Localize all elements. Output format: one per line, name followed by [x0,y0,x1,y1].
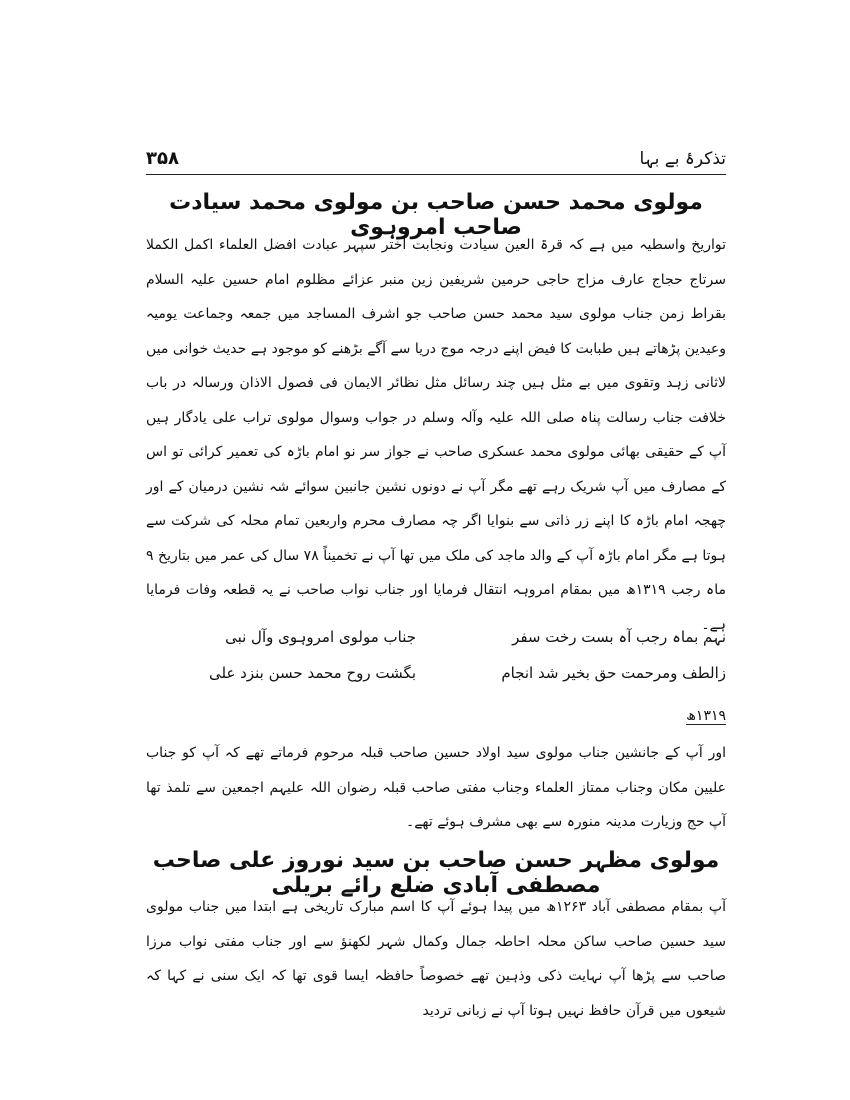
verse-line-2 [146,664,726,698]
paragraph-3: آپ بمقام مصطفی آباد ۱۲۶۳ھ میں پیدا ہوئے آپ کا اسم مبارک تاریخی ہے ابتدا میں جناب مولوی سید حسین صاحب ساکن محلہ احاطہ جمال وکمال شہر لکھنؤ سے اور جناب مفتی نواب مرزا صاحب سے پڑھا آپ نہایت ذکی وذہین تھے خصوصاً حافظہ ایسا قوی تھا کہ ایک سنی نے کہا کہ شیعوں میں قرآن حافظ نہیں ہوتا آپ نے زبانی تردید [146,899,726,1019]
verse-1-left-hemistich: جناب مولوی امروہوی وآل نبی [225,628,416,646]
running-title: تذکرۂ بے بہا [639,149,726,169]
verse-2-left-hemistich: بگشت روح محمد حسن بنزد علی [209,664,416,682]
date-text: ۱۳۱۹ھ [686,708,726,724]
hijri-date [146,708,726,724]
verse-1-right-hemistich: نہم بماہ رجب آہ بست رخت سفر [512,628,726,646]
verse-2-right-hemistich: زالطف ومرحمت حق بخیر شد انجام [501,664,726,682]
verse-block [146,628,726,708]
verse-line-1 [146,628,726,662]
paragraph-2: اور آپ کے جانشین جناب مولوی سید اولاد حسین صاحب قبلہ مرحوم فرماتے تھے کہ آپ کو جناب علیین مکان وجناب ممتاز العلماء وجناب مفتی صاحب قبلہ رضوان اللہ علیہم اجمعین سے تلمذ تھا آپ حج وزیارت مدینہ منورہ سے بھی مشرف ہوئے تھے۔ [146,745,726,830]
header-rule [146,174,726,175]
running-header [146,148,726,172]
paragraph-1: تواریخ واسطیہ میں ہے کہ قرۃ العین سیادت ونجابت اختر سپہر عبادت افضل العلماء اکمل الکملا سرتاج حجاج عارف مزاج حاجی حرمین شریفین زین منبر عزائے مظلوم امام حسین علیہ السلام بقراط زمن جناب مولوی سید محمد حسن صاحب جو اشرف المساجد میں جمعہ وجماعت یومیہ وعیدین پڑھاتے ہیں طبابت کا فیض اپنے درجہ موج دریا سے آگے بڑھنے کو موجود ہے حدیث خوانی میں لاثانی زہد وتقوی میں بے مثل ہیں چند رسائل مثل نظائر الایمان فی فصول الاذان ورسالہ در باب خلافت جناب رسالت پناہ صلی اللہ علیہ وآلہ وسلم در جواب وسوال مولوی تراب علی یادگار ہیں آپ کے حقیقی بھائی مولوی محمد عسکری صاحب نے جواز سر نو امام باڑہ کی تعمیر کرائی تو اس کے مصارف میں آپ شریک رہے تھے مگر آپ نے دونوں نشین جانبین سوائے شہ نشین درمیان کے اور چھجہ امام باڑہ کا اپنے زر ذاتی سے بنوایا اگر چہ مصارف محرم واربعین تمام محلہ کی شرکت سے ہوتا ہے مگر امام باڑہ آپ کے والد ماجد کی ملک میں تھا آپ نے تخمیناً ۷۸ سال کی عمر میں بتاریخ ۹ ماہ رجب ۱۳۱۹ھ میں بمقام امروہہ انتقال فرمایا اور جناب نواب صاحب نے یہ قطعہ وفات فرمایا ہے۔ [146,237,727,633]
page-number: ۳۵۸ [146,148,179,169]
section-heading-2: مولوی مظہر حسن صاحب بن سید نوروز علی صاحب مصطفی آبادی ضلع رائے بریلی [152,848,720,898]
section-heading-1: مولوی محمد حسن صاحب بن مولوی محمد سیادت صاحب امروہوی [169,190,703,240]
